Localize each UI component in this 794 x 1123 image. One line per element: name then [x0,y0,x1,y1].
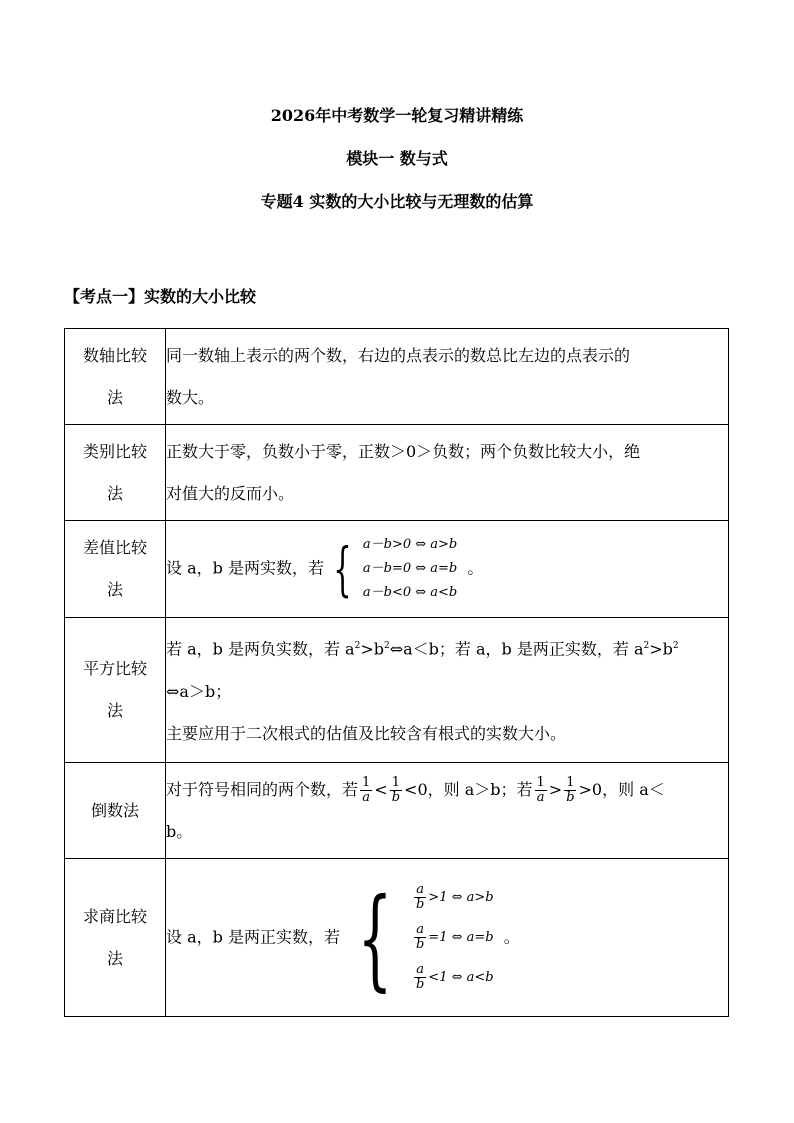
section-heading: 【考点一】实数的大小比较 [64,287,257,306]
case-line: a－b=0 ⇔ a=b [362,561,458,576]
method-name: 平方比较法 [82,659,147,720]
comparison-methods-table [64,328,729,1017]
text-segment: >b [649,639,673,659]
method-name: 类别比较法 [82,441,147,503]
text-segment: >b [360,639,384,659]
fraction: $\frac{1}{b}$ [566,774,575,805]
text-segment: <0，则 a＞b；若 [404,779,533,799]
topic-title: 专题4 实数的大小比较与无理数的估算 [260,192,534,211]
desc-prefix: 设 a，b 是两实数，若 [166,558,324,578]
method-name: 求商比较法 [82,906,147,968]
doc-title: 2026年中考数学一轮复习精讲精练 [270,106,524,125]
desc-suffix: 。 [503,927,520,946]
desc-cell [166,521,729,618]
desc-cell [166,329,729,425]
desc-line: 主要应用于二次根式的估值及比较含有根式的实数大小。 [166,723,567,743]
case-line: $\frac{a}{b}$ =1 ⇔ a=b [415,921,494,952]
method-name: 数轴比较法 [82,345,147,407]
module-title: 模块一 数与式 [346,149,448,168]
cases-list [412,878,494,998]
cases-system [324,533,457,605]
method-cell [65,763,166,859]
table-row [65,329,729,425]
desc-line: 对值大的反而小。 [166,483,295,503]
cases-system [340,873,494,1002]
method-cell [65,521,166,618]
left-brace: { [357,873,393,1002]
desc-line: b。 [166,821,193,841]
case-line: $\frac{a}{b}$ <1 ⇔ a<b [415,961,494,992]
desc-prefix: 设 a，b 是两正实数，若 [166,927,340,946]
desc-cell [166,425,729,521]
table-row [65,521,729,618]
cases-list [363,533,457,605]
table-row [65,618,729,763]
method-name: 差值比较法 [82,538,147,599]
desc-line: ⇔a＞b； [166,681,232,701]
desc-line: 同一数轴上表示的两个数，右边的点表示的数总比左边的点表示的 [166,345,631,365]
text-segment: 若 a，b 是两负实数，若 a [166,639,355,659]
case-line: a－b<0 ⇔ a<b [362,585,458,600]
table-row [65,763,729,859]
method-cell [65,859,166,1017]
case-line: $\frac{a}{b}$ >1 ⇔ a>b [415,881,494,912]
desc-line: 若 a，b 是两负实数，若 $a^2>b^2\Leftrightarrow a<b$；若 a，b 是两正实数，若 $a^2>b^2$ [166,639,679,659]
desc-line: 正数大于零，负数小于零，正数＞0＞负数；两个负数比较大小，绝 [166,441,641,461]
fraction: $\frac{1}{a}$ [362,774,371,805]
method-cell [65,425,166,521]
desc-cell [166,763,729,859]
method-name: 倒数法 [90,800,139,820]
fraction: $\frac{1}{a}$ [536,774,545,805]
table-row [65,425,729,521]
desc-cell [166,859,729,1017]
desc-cell [166,618,729,763]
case-line: a－b>0 ⇔ a>b [362,537,458,552]
left-brace: { [333,535,352,603]
text-segment: 对于符号相同的两个数，若 [166,779,359,799]
desc-line: 对于符号相同的两个数，若 $\frac{1}{a}$ < $\frac{1}{b}$ <0，则 a＞b；若 $\frac{1}{a}$ > $\frac{1}{b}$ >0，则 a＜ [166,774,665,805]
table-row [65,859,729,1017]
method-cell [65,618,166,763]
text-segment: ⇔a＜b；若 a，b 是两正实数，若 a [389,639,644,659]
desc-suffix: 。 [467,558,484,578]
fraction: $\frac{1}{b}$ [391,774,401,805]
method-cell [65,329,166,425]
text-segment: >0，则 a＜ [578,779,665,799]
desc-line: 数大。 [166,387,215,407]
